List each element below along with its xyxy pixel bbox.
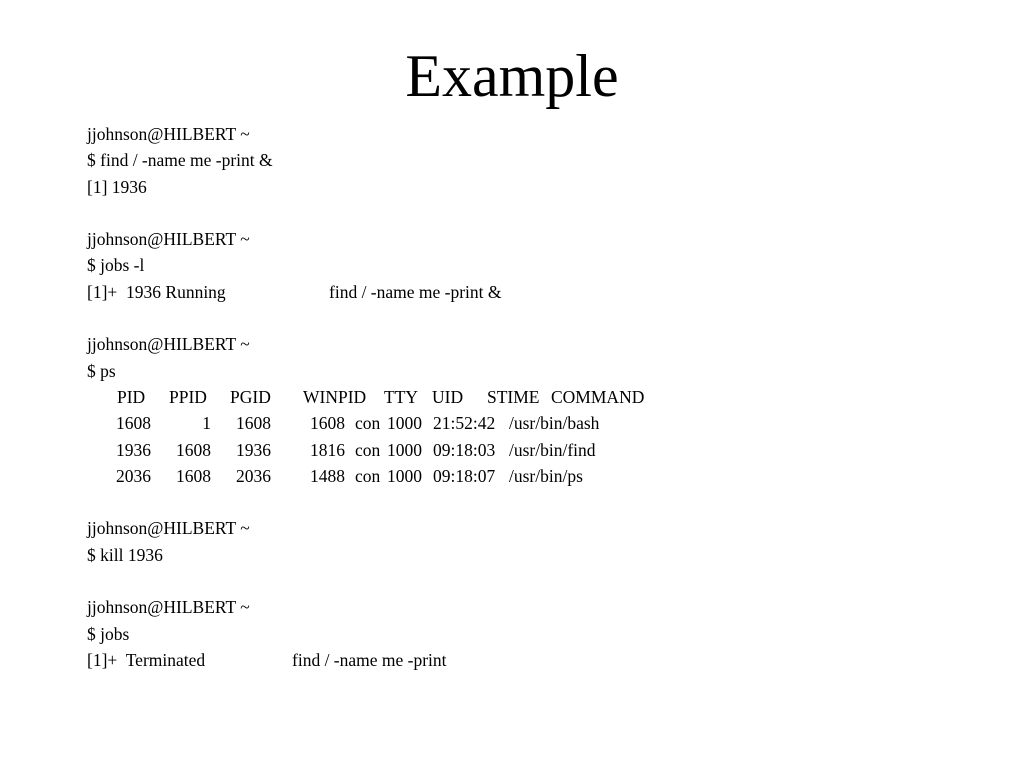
blank-line	[87, 200, 273, 226]
ps-ppid: 1608	[176, 439, 211, 460]
ps-command: /usr/bin/bash	[509, 413, 600, 434]
ps-header-row	[87, 384, 645, 410]
command-line: $ jobs	[87, 623, 130, 644]
ps-header-ppid: PPID	[169, 386, 207, 407]
ps-ppid: 1608	[176, 465, 211, 486]
prompt-line: jjohnson@HILBERT ~	[87, 518, 250, 539]
ps-tty: con	[355, 413, 381, 434]
ps-uid: 1000	[387, 413, 422, 434]
job-id: [1]+ Terminated	[87, 649, 206, 670]
ps-header-pgid: PGID	[230, 386, 271, 407]
job-status-line	[87, 647, 447, 673]
blank-line	[87, 568, 273, 594]
slide-title: Example	[405, 43, 619, 109]
ps-stime: 09:18:07	[433, 465, 496, 486]
ps-tty: con	[355, 439, 381, 460]
ps-pgid: 1936	[236, 439, 271, 460]
ps-winpid: 1488	[310, 465, 345, 486]
job-id: [1]+ 1936 Running	[87, 281, 226, 302]
job-command: find / -name me -print	[292, 649, 447, 670]
blank-line	[87, 489, 273, 515]
ps-pgid: 2036	[236, 465, 271, 486]
command-line: $ kill 1936	[87, 544, 163, 565]
output-line: [1] 1936	[87, 176, 147, 197]
job-command: find / -name me -print &	[329, 281, 502, 302]
command-line: $ jobs -l	[87, 255, 145, 276]
ps-header-command: COMMAND	[551, 386, 645, 407]
ps-stime: 21:52:42	[433, 413, 496, 434]
ps-winpid: 1816	[310, 439, 345, 460]
prompt-line: jjohnson@HILBERT ~	[87, 229, 250, 250]
terminal-transcript	[87, 121, 645, 673]
ps-tty: con	[355, 465, 381, 486]
ps-header-winpid: WINPID	[303, 386, 367, 407]
blank-line	[87, 305, 273, 331]
ps-header-tty: TTY	[384, 386, 419, 407]
prompt-line: jjohnson@HILBERT ~	[87, 597, 250, 618]
ps-uid: 1000	[387, 439, 422, 460]
ps-command: /usr/bin/find	[509, 439, 596, 460]
ps-pid: 2036	[116, 465, 151, 486]
ps-row	[87, 437, 596, 463]
ps-pid: 1608	[116, 413, 151, 434]
ps-row	[87, 410, 600, 436]
ps-ppid: 1	[202, 413, 211, 434]
ps-row	[87, 463, 583, 489]
ps-header-stime: STIME	[487, 386, 540, 407]
ps-header-pid: PID	[117, 386, 146, 407]
command-line: $ find / -name me -print &	[87, 150, 273, 171]
ps-winpid: 1608	[310, 413, 345, 434]
ps-header-uid: UID	[432, 386, 464, 407]
job-status-line	[87, 279, 502, 305]
ps-stime: 09:18:03	[433, 439, 496, 460]
prompt-line: jjohnson@HILBERT ~	[87, 124, 250, 144]
ps-uid: 1000	[387, 465, 422, 486]
ps-pgid: 1608	[236, 413, 271, 434]
ps-pid: 1936	[116, 439, 151, 460]
command-line: $ ps	[87, 360, 116, 381]
prompt-line: jjohnson@HILBERT ~	[87, 334, 250, 355]
ps-command: /usr/bin/ps	[509, 465, 583, 486]
